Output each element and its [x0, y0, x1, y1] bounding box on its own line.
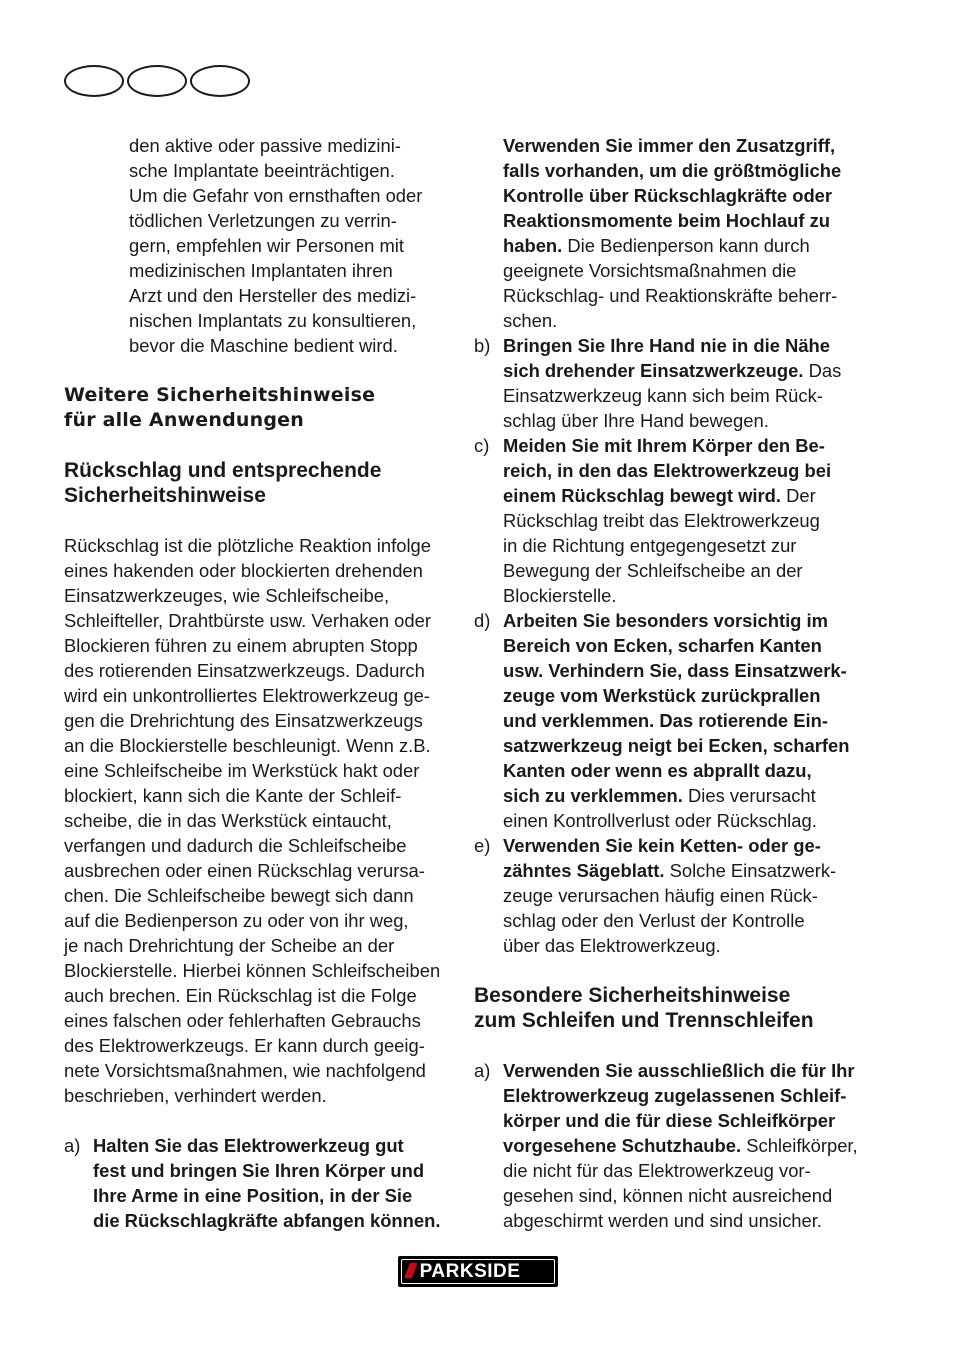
heading-line: Sicherheitshinweise	[64, 484, 266, 507]
text-line: die nicht für das Elektrowerkzeug vor-	[503, 1160, 811, 1181]
logo-slashes-icon: ///	[405, 1260, 413, 1283]
logo-text: PARKSIDE	[419, 1260, 521, 1282]
text-line: des rotierenden Einsatzwerkzeugs. Dadurch	[64, 660, 425, 681]
text-line: in die Richtung entgegengesetzt zur	[503, 535, 797, 556]
text-line: eines falschen oder fehlerhaften Gebrauchs	[64, 1010, 421, 1031]
left-column	[64, 133, 448, 1233]
heading-line: für alle Anwendungen	[64, 409, 304, 431]
list-item-label: c)	[474, 435, 490, 456]
language-markers	[64, 65, 253, 97]
right-column	[474, 133, 858, 1233]
list-item-label: b)	[474, 335, 491, 356]
text-line: Blockierstelle.	[503, 585, 617, 606]
list-item-a	[64, 1133, 448, 1233]
text-line: einem Rückschlag bewegt wird. Der	[503, 485, 816, 506]
text-line: eine Schleifscheibe im Werkstück hakt oder	[64, 760, 420, 781]
text-line: blockiert, kann sich die Kante der Schleif-	[64, 785, 402, 806]
text-line: wird ein unkontrolliertes Elektrowerkzeug ge-	[64, 685, 430, 706]
text-line: Reaktionsmomente beim Hochlauf zu	[503, 210, 830, 231]
text-line: schlag über Ihre Hand bewegen.	[503, 410, 769, 431]
list-item-text	[503, 133, 858, 333]
list-item-text	[503, 833, 858, 958]
list-item-b	[474, 333, 858, 433]
text-line: die Rückschlagkräfte abfangen können.	[93, 1210, 441, 1231]
text-line: Verwenden Sie immer den Zusatzgriff,	[503, 135, 836, 156]
text-line: des Elektrowerkzeugs. Er kann durch geeig-	[64, 1035, 425, 1056]
list-item-label: a)	[64, 1135, 81, 1156]
list-item-label: a)	[474, 1060, 491, 1081]
heading-line: Rückschlag und entsprechende	[64, 459, 382, 482]
text-line: schlag oder den Verlust der Kontrolle	[503, 910, 805, 931]
text-line: Blockierstelle. Hierbei können Schleifscheiben	[64, 960, 441, 981]
text-line: Kontrolle über Rückschlagkräfte oder	[503, 185, 833, 206]
list-item-a2	[474, 1058, 858, 1233]
text-line: sich zu verklemmen. Dies verursacht	[503, 785, 816, 806]
list-item-text	[503, 433, 858, 608]
text-line: über das Elektrowerkzeug.	[503, 935, 721, 956]
section-heading-rueckschlag	[64, 458, 448, 508]
text-line: Rückschlag treibt das Elektrowerkzeug	[503, 510, 820, 531]
list-item-c	[474, 433, 858, 608]
text-line: falls vorhanden, um die größtmögliche	[503, 160, 842, 181]
list-item-text	[503, 333, 858, 433]
text-line: nete Vorsichtsmaßnahmen, wie nachfolgend	[64, 1060, 426, 1081]
text-line: an die Blockierstelle beschleunigt. Wenn z.B.	[64, 735, 431, 756]
list-item-label: d)	[474, 610, 491, 631]
text-line: auch brechen. Ein Rückschlag ist die Folge	[64, 985, 417, 1006]
language-oval-3	[190, 65, 250, 97]
text-line: nischen Implantats zu konsultieren,	[129, 310, 417, 331]
text-line: Bereich von Ecken, scharfen Kanten	[503, 635, 822, 656]
text-line: gern, empfehlen wir Personen mit	[129, 235, 404, 256]
text-line: Einsatzwerkzeuges, wie Schleifscheibe,	[64, 585, 390, 606]
text-line: Bewegung der Schleifscheibe an der	[503, 560, 803, 581]
list-item-label: e)	[474, 835, 491, 856]
text-line: Verwenden Sie kein Ketten- oder ge-	[503, 835, 821, 856]
list-item-text	[503, 608, 858, 833]
list-item-a-continuation	[474, 133, 858, 333]
text-line: Arzt und den Hersteller des medizi-	[129, 285, 417, 306]
parkside-logo	[398, 1256, 558, 1287]
text-line: Ihre Arme in eine Position, in der Sie	[93, 1185, 413, 1206]
text-line: auf die Bedienperson zu oder von ihr weg,	[64, 910, 409, 931]
text-line: Schleifteller, Drahtbürste usw. Verhaken oder	[64, 610, 431, 631]
heading-line: Weitere Sicherheitshinweise	[64, 384, 376, 406]
text-line: gen die Drehrichtung des Einsatzwerkzeugs	[64, 710, 423, 731]
text-line: haben. Die Bedienperson kann durch	[503, 235, 810, 256]
list-item-text	[503, 1058, 858, 1233]
heading-line: zum Schleifen und Trennschleifen	[474, 1009, 814, 1032]
text-line: chen. Die Schleifscheibe bewegt sich dann	[64, 885, 414, 906]
text-line: abgeschirmt werden und sind unsicher.	[503, 1210, 822, 1231]
text-line: bevor die Maschine bedient wird.	[129, 335, 398, 356]
text-line: Elektrowerkzeug zugelassenen Schleif-	[503, 1085, 847, 1106]
section-heading-weitere	[64, 383, 448, 433]
text-line: beschrieben, verhindert werden.	[64, 1085, 327, 1106]
list-item-text	[93, 1133, 448, 1233]
text-line: Arbeiten Sie besonders vorsichtig im	[503, 610, 828, 631]
text-line: den aktive oder passive medizini-	[129, 135, 401, 156]
section-heading-besondere	[474, 983, 858, 1033]
text-line: scheibe, die in das Werkstück eintaucht,	[64, 810, 392, 831]
text-line: Halten Sie das Elektrowerkzeug gut	[93, 1135, 404, 1156]
text-line: körper und die für diese Schleifkörper	[503, 1110, 836, 1131]
language-oval-2	[127, 65, 187, 97]
rueckschlag-paragraph	[64, 533, 448, 1108]
text-line: reich, in den das Elektrowerkzeug bei	[503, 460, 832, 481]
text-line: fest und bringen Sie Ihren Körper und	[93, 1160, 425, 1181]
text-line: zähntes Sägeblatt. Solche Einsatzwerk-	[503, 860, 837, 881]
list-item-e	[474, 833, 858, 958]
text-line: sche Implantate beeinträchtigen.	[129, 160, 395, 181]
text-line: je nach Drehrichtung der Scheibe an der	[64, 935, 395, 956]
text-line: Kanten oder wenn es abprallt dazu,	[503, 760, 812, 781]
text-line: Einsatzwerkzeug kann sich beim Rück-	[503, 385, 823, 406]
text-line: ausbrechen oder einen Rückschlag verursa-	[64, 860, 425, 881]
text-line: sich drehender Einsatzwerkzeuge. Das	[503, 360, 842, 381]
text-line: und verklemmen. Das rotierende Ein-	[503, 710, 828, 731]
text-line: Rückschlag- und Reaktionskräfte beherr-	[503, 285, 838, 306]
text-line: gesehen sind, können nicht ausreichend	[503, 1185, 833, 1206]
text-line: Um die Gefahr von ernsthaften oder	[129, 185, 423, 206]
text-line: vorgesehene Schutzhaube. Schleifkörper,	[503, 1135, 858, 1156]
text-line: eines hakenden oder blockierten drehenden	[64, 560, 423, 581]
text-line: geeignete Vorsichtsmaßnahmen die	[503, 260, 797, 281]
text-line: einen Kontrollverlust oder Rückschlag.	[503, 810, 817, 831]
text-line: Verwenden Sie ausschließlich die für Ihr	[503, 1060, 855, 1081]
list-item-d	[474, 608, 858, 833]
text-line: zeuge verursachen häufig einen Rück-	[503, 885, 818, 906]
text-line: zeuge vom Werkstück zurückprallen	[503, 685, 821, 706]
intro-paragraph	[64, 133, 448, 358]
text-line: Meiden Sie mit Ihrem Körper den Be-	[503, 435, 825, 456]
text-line: medizinischen Implantaten ihren	[129, 260, 393, 281]
text-line: Blockieren führen zu einem abrupten Stopp	[64, 635, 418, 656]
text-line: satzwerkzeug neigt bei Ecken, scharfen	[503, 735, 850, 756]
text-line: tödlichen Verletzungen zu verrin-	[129, 210, 397, 231]
text-line: schen.	[503, 310, 558, 331]
text-line: verfangen und dadurch die Schleifscheibe	[64, 835, 407, 856]
heading-line: Besondere Sicherheitshinweise	[474, 984, 791, 1007]
language-oval-1	[64, 65, 124, 97]
text-line: Rückschlag ist die plötzliche Reaktion infolge	[64, 535, 431, 556]
text-line: Bringen Sie Ihre Hand nie in die Nähe	[503, 335, 831, 356]
text-line: usw. Verhindern Sie, dass Einsatzwerk-	[503, 660, 847, 681]
